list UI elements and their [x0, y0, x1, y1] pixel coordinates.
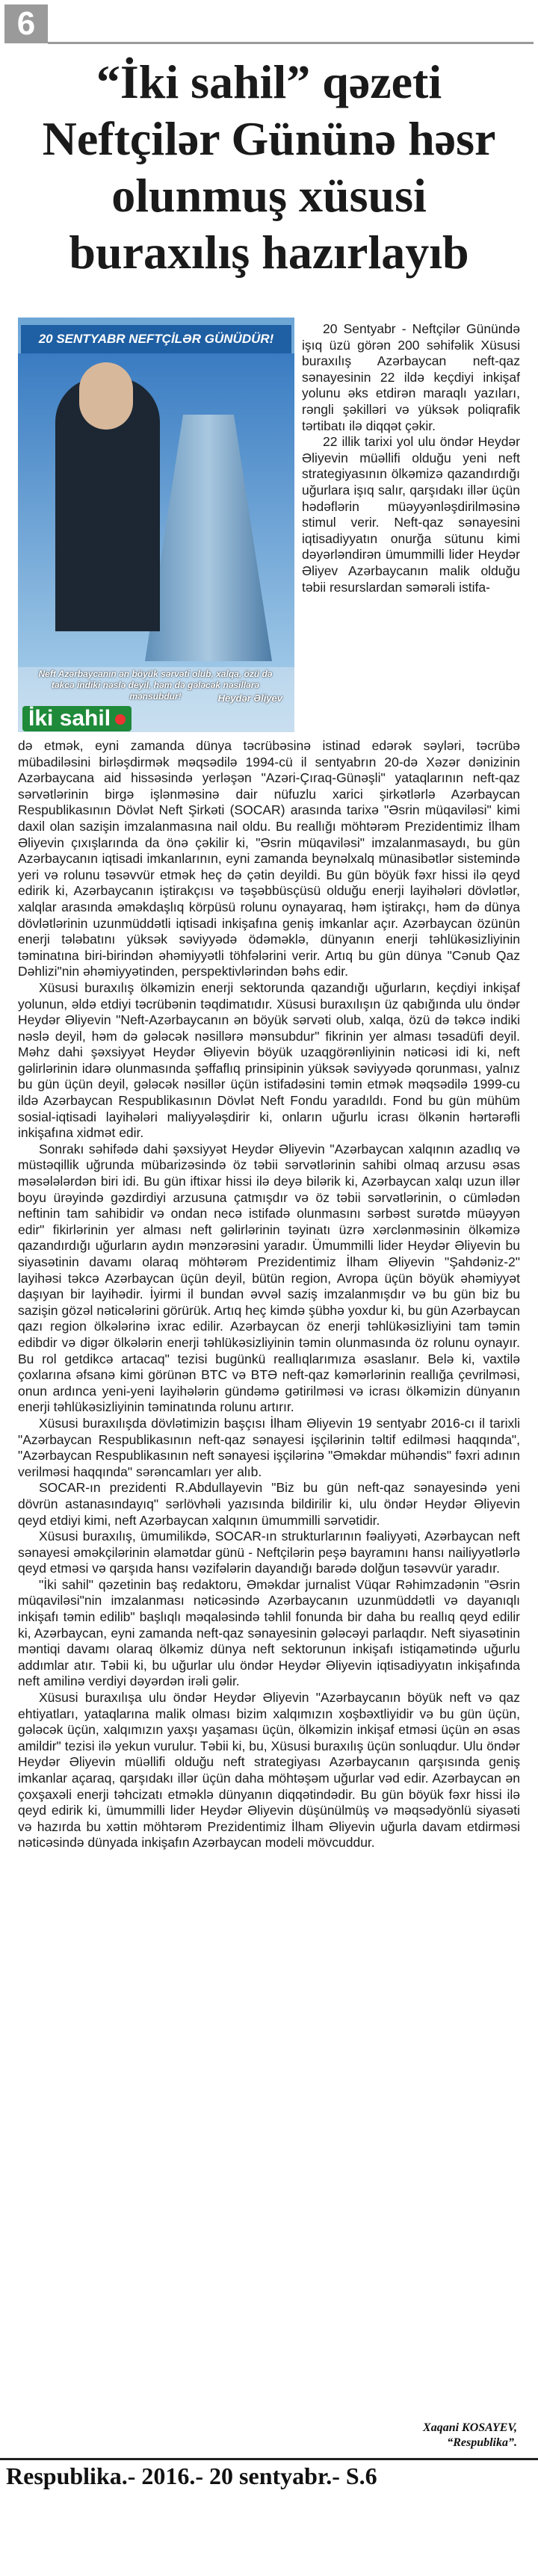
main-paragraph-7: "İki sahil" qəzetinin baş redaktoru, Əməkdar jurnalist Vüqar Rəhimzadənin "Əsrin müqaviləsi"nin imzalanması nəticəsində Azərbaycanın uzunmüddətli və dayanıqlı inkişafı təmin edilib" başlıqlı məqaləsində təhlil fonunda bir daha bu reallıq qeyd edilir ki, Azərbaycan, eyni zamanda neft-qaz sənayesinin gələcəyi parlaqdır. Neft siyasətinin məntiqi davamı olaraq ölkəmiz dünya neft sektorunun inkişafı istiqamətində uğurlu addımlar atır. Təbii ki, bu uğurlar ulu öndər Heydər Əliyevin iqtisadiyyatın inkişafında neft amilinə verdiyi dəyərdən irəli gəlir.	[18, 1576, 520, 1689]
side-column	[302, 321, 520, 595]
photo-banner: 20 SENTYABR NEFTÇİLƏR GÜNÜDÜR!	[21, 325, 291, 353]
header-rule	[48, 42, 534, 44]
photo-signature: Heydər Əliyev	[217, 693, 282, 704]
author-signature	[423, 2421, 517, 2450]
main-column	[18, 738, 520, 1851]
main-paragraph-5: SOCAR-ın prezidenti R.Abdullayevin "Biz bu gün neft-qaz sənayesində yeni dövrün astanasındayıq" sərlövhəli yazısında bildirilir ki, ulu öndər Heydər Əliyevin qeyd etdiyi kimi, neft Azərbaycan xalqının ümummilli sərvətidir.	[18, 1480, 520, 1528]
author-name: Xaqani KOSAYEV,	[423, 2421, 517, 2434]
main-paragraph-3: Sonrakı səhifədə dahi şəxsiyyət Heydər Əliyevin "Azərbaycan xalqının azadlıq və müstəqillik uğrunda mübarizəsində öz təbii sərvətlərinin sahibi olmaq arzusu əsas məsələlərdən biri idi. Bu gün iftixar hissi ilə deyə bilərik ki, Azərbaycan xalqı uzun illər boyu ürəyində gəzdirdiyi arzusuna çatmışdır və öz təbii sərvətlərinin, o cümlədən neftinin tam sahibidir və ondan necə istifadə olunmasını sərbəst surətdə müəyyən edir" fikirlərinin yer alması neft gəlirlərinin təyinatı üzrə xərclənməsinin ölkəmizə qazandırdığı uğurların aydın mənzərəsini yaradır. Ümummilli lider Heydər Əliyevin bu siyasətinin davamı olaraq möhtərəm Prezidentimiz İlham Əliyevin "Şahdəniz-2" layihəsi təkcə Azərbaycan üçün deyil, bütün region, Avropa üçün böyük əhəmiyyət daşıyan bir layihədir. İyirmi il bundan əvvəl saziş imzalanmışdır və bu gün biz bu sazişin gözəl nəticələrini görürük. Artıq heç kimdə şübhə yoxdur ki, bu gün Azərbaycan qazı region ölkələrinə ixrac edilir. Azərbaycan öz enerji təhlükəsizliyini tam təmin edibdir və digər ölkələrin enerji təhlükəsizliyinin təmin olunmasında öz rolunu oynayır. Bu rol getdikcə artacaq" tezisi bugünkü reallıqlarımıza əsaslanır. Belə ki, vaxtilə çoxlarına əfsanə kimi görünən BTC və BTƏ neft-qaz kəmərlərinin reallığa çevrilməsi, onun ardınca yeni-yeni layihələrin gündəmə gətirilməsi və icrası ölkəmizin dünyanın enerji təhlükəsizliyinin təminatında rolunu artırır.	[18, 1141, 520, 1415]
footer-rule	[0, 2458, 538, 2460]
portrait-head	[79, 362, 133, 430]
side-paragraph-1: 20 Sentyabr - Neftçilər Günündə işıq üzü görən 200 səhifəlik Xüsusi buraxılış Azərbaycan neft-qaz sənayesinin 22 ildə keçdiyi inkişaf yolunu əks etdirən maraqlı yazıları, rəngli şəkilləri və yüksək poliqrafik tərtibatı ilə diqqət çəkir.	[302, 321, 520, 433]
photo-quote: Neft Azərbaycanın ən böyük sərvəti olub, xalqa, özü də təkcə indiki nəslə deyil, həm də gələcək nəsillərə mənsubdur!	[38, 669, 273, 702]
cover-photo	[18, 318, 294, 732]
headline: “İki sahil” qəzeti Neftçilər Gününə həsr olunmuş xüsusi buraxılış hazırlayıb	[42, 55, 496, 279]
main-paragraph-4: Xüsusi buraxılışda dövlətimizin başçısı İlham Əliyevin 19 sentyabr 2016-cı il tarixli "Azərbaycan Respublikasının neft-qaz sənayesi işçilərinin təltif edilməsi haqqında", "Azərbaycan Respublikasının neft sənayesi işçilərinə "Əməkdar mühəndis" fəxri adının verilməsi haqqında" sərəncamları yer alıb.	[18, 1415, 520, 1479]
side-paragraph-2: 22 illik tarixi yol ulu öndər Heydər Əliyevin müəllifi olduğu yeni neft strategiyasının ölkəmizə qazandırdığı uğurlara işıq salır, qarşıdakı illər üçün hədəflərin müəyyənləşdirilməsinə stimul verir. Neft-qaz sənayesini iqtisadiyyatın onurğa sütunu kimi dəyərləndirən ümummilli lider Heydər Əliyev Azərbaycanın malik olduğu təbii resurslardan səmərəli istifa-	[302, 434, 520, 595]
main-paragraph-2: Xüsusi buraxılış ölkəmizin enerji sektorunda qazandığı uğurların, keçdiyi inkişaf yolunun, əldə etdiyi təcrübənin təqdimatıdır. Xüsusi buraxılışın üz qabığında ulu öndər Heydər Əliyevin "Neft-Azərbaycanın ən böyük sərvəti olub, xalqa, özü də təkcə indiki nəslə deyil, həm də gələcək nəsillərə mənsubdur" fikrinin yer alması təsadüfi deyil. Məhz dahi şəxsiyyət Heydər Əliyevin böyük uzaqgörənliyinin nəticəsi idi ki, neft gəlirlərinin idarə olunmasında şəffaflıq prinsipinin yüksək səviyyədə qorunması, yalnız bu gün üçün deyil, gələcək nəsillər üçün istifadəsini təmin etmək məqsədilə 1999-cu ildə Azərbaycan Respublikasının Dövlət Neft Fondu yaradıldı. Fond bu gün mühüm sosial-iqtisadi layihələri maliyyələşdirir ki, onların uğurlu icrası ölkənin hərtərəfli inkişafına xidmət edir.	[18, 979, 520, 1141]
logo-dot-icon	[115, 714, 126, 725]
logo-text: İki sahil	[28, 706, 111, 731]
main-paragraph-8: Xüsusi buraxılışa ulu öndər Heydər Əliyevin "Azərbaycanın böyük neft və qaz ehtiyatları, yataqlarına malik olması bizim xalqımızın xoşbəxtliyidir və bu gün üçün, gələcək üçün, xalqımızın yaxşı yaşaması üçün, ölkəmizin inkişaf etməsi üçün ən əsas amildir" tezisi ilə yekun vurulur. Təbii ki, bu, Xüsusi buraxılış üçün sonluqdur. Ulu öndər Heydər Əliyevin müəllifi olduğu neft strategiyası Azərbaycanın qarşısında geniş imkanlar açaraq, qarşıdakı illər üçün daha möhtəşəm uğurlar vəd edir. Azərbaycan ən çoxşaxəli enerji təhcizatı etməklə dünyanın diqqətindədir. Bu gün böyük fəxr hissi ilə qeyd edirik ki, ümummilli lider Heydər Əliyevin düşünülmüş və məqsədyönlü siyasəti və hazırda bu xəttin möhtərəm Prezidentimiz İlham Əliyevin uğurla davam etdirməsi nəticəsində dünyada inkişafın Azərbaycan modeli mövcuddur.	[18, 1690, 520, 1851]
source-citation: Respublika.- 2016.- 20 sentyabr.- S.6	[6, 2462, 377, 2489]
main-paragraph-1: də etmək, eyni zamanda dünya təcrübəsinə istinad edərək səyləri, təcrübə mübadiləsini birləşdirmək məqsədilə 1994-cü il sentyabrın 20-də Xəzər dənizinin Azərbaycana aid hissəsində yerləşən "Azəri-Çıraq-Günəşli" yataqlarının neft-qaz sərvətlərinin birgə işlənməsinə dair nüfuzlu xarici şirkətlərlə Azərbaycan Respublikasının Dövlət Neft Şirkəti (SOCAR) arasında tarixə "Əsrin müqaviləsi" kimi daxil olan sazişin imzalanmasına nail oldu. Bu reallığı möhtərəm Prezidentimiz İlham Əliyevin çıxışlarında da önə çəkilir ki, "Əsrin müqaviləsi" imzalanmasaydı, bu gün Azərbaycanın iqtisadi imkanlarının, eyni zamanda beynəlxalq münasibətlər sistemində yeri və rolunu təsəvvür etmək heç də çətin deyildi. Bu gün böyük fəxr hissi ilə qeyd edirik ki, Azərbaycanın iştirakçısı və təşəbbüsçüsü olduğu enerji layihələri dövlətlər, xalqlar arasında əməkdaşlıq körpüsü rolunu oynayaraq, həm iştirakçı, həm də dünya dövlətlərinin uzunmüddətli iqtisadi inkişafına geniş imkanlar açır. Azərbaycan özünün enerji tələbatını yüksək səviyyədə ödəməklə, dünyanın enerji təhlükəsizliyinin təminatına biri-birindən əhəmiyyətli töhfələrini verir. Artıq bu gün dünya "Cənub Qaz Dəhlizi"nin əhəmiyyətinden, perspektivlərindən bəhs edir.	[18, 738, 520, 979]
main-paragraph-6: Xüsusi buraxılış, ümumilikdə, SOCAR-ın strukturlarının fəaliyyəti, Azərbaycan neft sənayesi əməkçilərinin əlamətdar günü - Neftçilərin peşə bayramını hansı nailiyyətlərlə qeyd etməsi və qarşıda hansı vəzifələrin dayandığı barədə dolğun təsəvvür yaradır.	[18, 1529, 520, 1576]
iki-sahil-logo	[22, 706, 132, 731]
page-number: 6	[4, 4, 48, 43]
author-outlet: “Respublika”.	[447, 2436, 517, 2449]
